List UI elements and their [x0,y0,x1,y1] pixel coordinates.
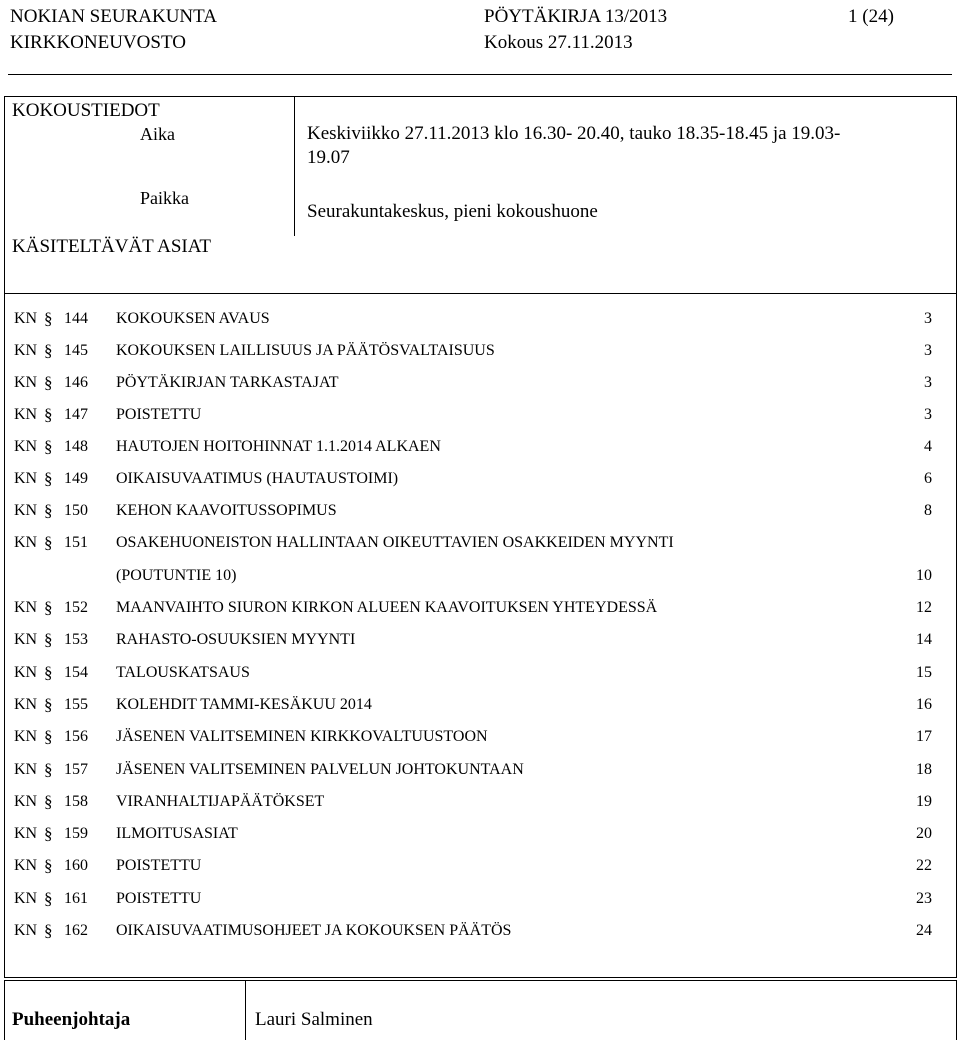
agenda-item-page: 22 [916,857,932,874]
agenda-item-continuation [8,562,950,590]
agenda-prefix: KN [14,761,38,778]
section-sign: § [44,921,53,940]
agenda-item-number: 152 [64,599,88,616]
agenda-item [8,305,950,333]
agenda-prefix: KN [14,696,38,713]
agenda-prefix: KN [14,502,38,519]
agenda-item [8,852,950,880]
document-title: PÖYTÄKIRJA 13/2013 [484,6,668,27]
agenda-item-page: 23 [916,890,932,907]
agenda-item [8,497,950,525]
section-sign: § [44,533,53,552]
agenda-item-title: KOKOUKSEN AVAUS [116,310,270,327]
signature-cell-divider [245,980,246,1040]
agenda-item-title: VIRANHALTIJAPÄÄTÖKSET [116,793,325,810]
place-value: Seurakuntakeskus, pieni kokoushuone [307,201,598,222]
page-number: 1 (24) [848,6,894,27]
chairperson-name: Lauri Salminen [255,1009,373,1030]
org-body: KIRKKONEUVOSTO [10,32,186,53]
section-sign: § [44,630,53,649]
section-sign: § [44,760,53,779]
section-sign: § [44,341,53,360]
agenda-item-number: 153 [64,631,88,648]
agenda-prefix: KN [14,374,38,391]
agenda-item-page: 3 [924,310,932,327]
agenda-item-page: 8 [924,502,932,519]
section-sign: § [44,469,53,488]
agenda-item-title: KEHON KAAVOITUSSOPIMUS [116,502,337,519]
agenda-item-page: 18 [916,761,932,778]
agenda-prefix: KN [14,793,38,810]
section-sign: § [44,695,53,714]
agenda-item [8,337,950,365]
agenda-item-number: 162 [64,922,88,939]
agenda-item-number: 150 [64,502,88,519]
agenda-item-page: 6 [924,470,932,487]
agenda-item-number: 156 [64,728,88,745]
agenda-prefix: KN [14,825,38,842]
agenda-item-page: 3 [924,406,932,423]
agenda-prefix: KN [14,857,38,874]
agenda-prefix: KN [14,599,38,616]
agenda-item-number: 151 [64,534,88,551]
agenda-item-title: OIKAISUVAATIMUSOHJEET JA KOKOUKSEN PÄÄTÖS [116,922,512,939]
agenda-item [8,594,950,622]
agenda-item [8,626,950,654]
agenda-item-title-continued: (POUTUNTIE 10) [116,567,237,584]
agenda-item [8,465,950,493]
agenda-item-number: 149 [64,470,88,487]
agenda-item [8,917,950,945]
agenda-item-page: 16 [916,696,932,713]
agenda-item-number: 157 [64,761,88,778]
meeting-date: Kokous 27.11.2013 [484,32,633,53]
agenda-item [8,885,950,913]
agenda-item [8,659,950,687]
agenda-item [8,723,950,751]
section-sign: § [44,309,53,328]
agenda-item-title: POISTETTU [116,406,202,423]
agenda-prefix: KN [14,631,38,648]
agenda-item-number: 144 [64,310,88,327]
time-value: Keskiviikko 27.11.2013 klo 16.30- 20.40, tauko 18.35-18.45 ja 19.03- [307,123,841,144]
agenda-prefix: KN [14,438,38,455]
agenda-prefix: KN [14,728,38,745]
agenda-prefix: KN [14,310,38,327]
agenda-item-number: 160 [64,857,88,874]
agenda-item-page: 17 [916,728,932,745]
section-sign: § [44,501,53,520]
agenda-item-page: 4 [924,438,932,455]
agenda-item-title: KOKOUKSEN LAILLISUUS JA PÄÄTÖSVALTAISUUS [116,342,495,359]
agenda-prefix: KN [14,534,38,551]
agenda-item-page: 10 [916,567,932,584]
time-label: Aika [140,124,175,144]
section-sign: § [44,856,53,875]
section-sign: § [44,824,53,843]
agenda-item [8,433,950,461]
agenda-item [8,401,950,429]
agenda-item-number: 146 [64,374,88,391]
agenda-item-page: 20 [916,825,932,842]
agenda-item [8,756,950,784]
agenda-prefix: KN [14,664,38,681]
agenda-item-page: 19 [916,793,932,810]
agenda-item [8,529,950,557]
agenda-item-page: 15 [916,664,932,681]
agenda-item [8,691,950,719]
agenda-item [8,820,950,848]
agenda-heading: KÄSITELTÄVÄT ASIAT [12,236,211,257]
agenda-item-title: OSAKEHUONEISTON HALLINTAAN OIKEUTTAVIEN OSAKKEIDEN MYYNTI [116,534,674,551]
agenda-item-number: 148 [64,438,88,455]
section-sign: § [44,405,53,424]
section-sign: § [44,437,53,456]
agenda-item-page: 12 [916,599,932,616]
agenda-item-title: OIKAISUVAATIMUS (HAUTAUSTOIMI) [116,470,399,487]
agenda-item-title: HAUTOJEN HOITOHINNAT 1.1.2014 ALKAEN [116,438,441,455]
agenda-prefix: KN [14,890,38,907]
agenda-item-number: 155 [64,696,88,713]
agenda-item-number: 147 [64,406,88,423]
agenda-item-page: 3 [924,342,932,359]
section-sign: § [44,663,53,682]
agenda-item-title: JÄSENEN VALITSEMINEN PALVELUN JOHTOKUNTAAN [116,761,524,778]
agenda-prefix: KN [14,922,38,939]
signature-table [4,980,957,1040]
agenda-item-number: 161 [64,890,88,907]
agenda-item-number: 158 [64,793,88,810]
time-value-continued: 19.07 [307,147,350,168]
agenda-item [8,788,950,816]
org-name: NOKIAN SEURAKUNTA [10,6,217,27]
meeting-info-divider [294,96,295,236]
agenda-item-title: PÖYTÄKIRJAN TARKASTAJAT [116,374,339,391]
agenda-prefix: KN [14,406,38,423]
section-sign: § [44,598,53,617]
agenda-item-title: RAHASTO-OSUUKSIEN MYYNTI [116,631,356,648]
agenda-item-page: 3 [924,374,932,391]
agenda-item-title: POISTETTU [116,890,202,907]
section-sign: § [44,792,53,811]
agenda-item-title: TALOUSKATSAUS [116,664,250,681]
chairperson-label: Puheenjohtaja [12,1009,131,1030]
section-sign: § [44,889,53,908]
agenda-item-number: 154 [64,664,88,681]
section-sign: § [44,373,53,392]
meeting-info-heading: KOKOUSTIEDOT [12,100,160,121]
agenda-item-number: 145 [64,342,88,359]
agenda-prefix: KN [14,342,38,359]
agenda-item-title: KOLEHDIT TAMMI-KESÄKUU 2014 [116,696,372,713]
agenda-item-title: ILMOITUSASIAT [116,825,238,842]
place-label: Paikka [140,188,189,208]
header-divider [8,74,952,75]
agenda-item-title: JÄSENEN VALITSEMINEN KIRKKOVALTUUSTOON [116,728,488,745]
agenda-item-number: 159 [64,825,88,842]
agenda-item-page: 14 [916,631,932,648]
section-sign: § [44,727,53,746]
agenda-item-page: 24 [916,922,932,939]
agenda-item-title: POISTETTU [116,857,202,874]
agenda-item [8,369,950,397]
agenda-prefix: KN [14,470,38,487]
agenda-item-title: MAANVAIHTO SIURON KIRKON ALUEEN KAAVOITUKSEN YHTEYDESSÄ [116,599,658,616]
